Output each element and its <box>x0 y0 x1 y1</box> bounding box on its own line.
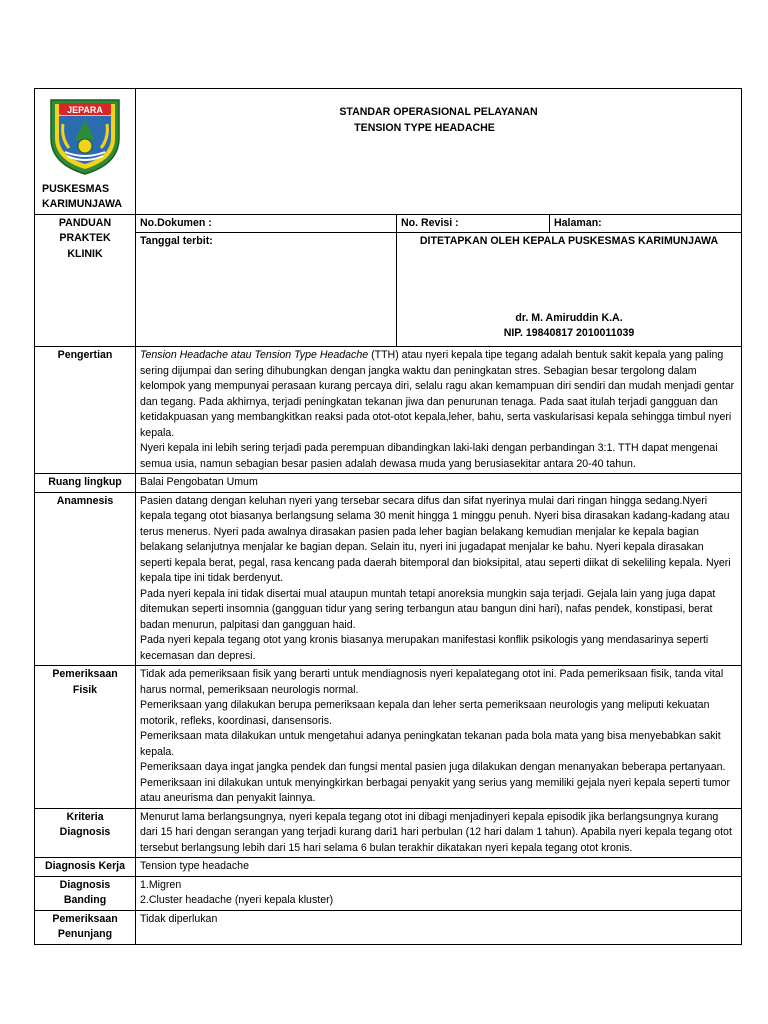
pengertian-term: Tension Headache atau Tension Type Headache <box>140 349 369 361</box>
pemeriksaan-fisik-paragraph-2: Pemeriksaan yang dilakukan berupa pemeriksaan kepala dan leher serta pemeriksaan neurologis yang meliputi kekuatan motorik, refleks, koordinasi, dansensoris. <box>140 699 710 727</box>
jepara-shield-logo <box>45 94 125 176</box>
pemeriksaan-penunjang-row <box>35 910 742 944</box>
diagnosis-banding-label <box>35 876 136 910</box>
doc-title-line2: TENSION TYPE HEADACHE <box>354 121 495 134</box>
signer-name: dr. M. Amiruddin K.A. <box>515 311 623 324</box>
signature-cell <box>397 233 742 347</box>
panduan-line3: KLINIK <box>67 247 103 260</box>
sop-document <box>34 88 741 945</box>
diagnosis-banding-content <box>136 876 742 910</box>
sop-table <box>34 88 742 945</box>
title-cell <box>136 89 742 215</box>
kriteria-diagnosis-content: Menurut lama berlangsungnya, nyeri kepala tegang otot ini dibagi menjadinyeri kepala episodik jika berlangsungnya kurang dari 15 hari dengan serangan yang terjadi kurang dari1 hari perbulan (12 hari dalam 1 tahun). Apabila nyeri kepala tegang otot tersebut berlangsung lebih dari 15 hari selama 6 bulan terakhir dikatakan nyeri kepala tegang otot kronis. <box>136 808 742 858</box>
tanggal-terbit-cell: Tanggal terbit: <box>136 233 397 347</box>
header-row <box>35 89 742 215</box>
pengertian-definition: (TTH) atau nyeri kepala tipe tegang adalah bentuk sakit kepala yang paling sering dijumpai dan sering dihubungkan dengan jangka waktu dan peningkatan stres. Sebagian besar tergolong dalam kelompok yang mempunyai perasaan kurang percaya diri, selalu ragu akan kemampuan diri sendiri dan mudah menjadi gentar dan tegang. Pada akhirnya, terjadi peningkatan tekanan jiwa dan penurunan tenaga. Pada saat itulah terjadi gangguan dan ketidakpuasan yang membangkitkan reaksi pada otot-otot kepala,leher, bahu, serta vaskularisasi kepala sehingga timbul nyeri kepala. <box>140 349 735 439</box>
pemeriksaan-penunjang-content: Tidak diperlukan <box>136 910 742 944</box>
penunjang-label-line1: Pemeriksaan <box>52 912 118 925</box>
anamnesis-paragraph-3: Pada nyeri kepala tegang otot yang kronis biasanya merupakan manifestasi konflik psikologis yang mendasarinya seperti kecemasan dan depresi. <box>140 634 709 662</box>
pemeriksaan-fisik-paragraph-1: Tidak ada pemeriksaan fisik yang berarti untuk mendiagnosis nyeri kepalategang otot ini. Pada pemeriksaan fisik, tanda vital harus normal, pemeriksaan neurologis normal. <box>140 668 724 696</box>
halaman-cell: Halaman: <box>550 214 742 233</box>
pengertian-paragraph-1 <box>140 348 737 441</box>
pengertian-paragraph-2: Nyeri kepala ini lebih sering terjadi pada perempuan dibandingkan laki-laki dengan perbandingan 3:1. TTH dapat mengenai semua usia, namun sebagian besar pasien adalah dewasa muda yang berusiasekitar antara 20-40 tahun. <box>140 442 718 470</box>
panduan-line2: PRAKTEK <box>59 232 111 244</box>
pemeriksaan-fisik-row <box>35 666 742 809</box>
ruang-lingkup-content: Balai Pengobatan Umum <box>136 474 742 493</box>
pemeriksaan-fisik-content <box>136 666 742 809</box>
kriteria-diagnosis-row <box>35 808 742 858</box>
anamnesis-paragraph-2: Pada nyeri kepala ini tidak disertai mual ataupun muntah tetapi anoreksia mungkin saja terjadi. Gejala lain yang juga dapat ditemukan seperti insomnia (gangguan tidur yang sering terbangun atau bangun dini hari), nafas pendek, konstipasi, berat badan menurun, palpitasi dan gangguan haid. <box>140 587 716 631</box>
signer-nip: NIP. 19840817 2010011039 <box>503 327 635 339</box>
anamnesis-row <box>35 492 742 666</box>
anamnesis-paragraph-1: Pasien datang dengan keluhan nyeri yang tersebar secara difus dan sifat nyerinya mulai dari ringan hingga sedang.Nyeri kepala tegang otot biasanya berlangsung selama 30 menit hingga 1 minggu penuh. Nyeri bisa dirasakan kadang-kadang atau terus menerus. Nyeri pada awalnya dirasakan pasien pada leher bagian belakang kemudian menjalar ke kepala bagian belakang selanjutnya menjalar ke bagian depan. Selain itu, nyeri ini jugadapat menjalar ke bahu. Nyeri kepala dirasakan seperti kepala berat, pegal, rasa kencang pada daerah bitemporal dan bioksipital, atau seperti diikat di sekeliling kepala. Nyeri kepala tipe ini tidak berdenyut. <box>140 494 731 584</box>
org-name-line2: KARIMUNJAWA <box>42 198 123 210</box>
pemeriksaan-fisik-paragraph-3: Pemeriksaan mata dilakukan untuk mengetahui adanya peningkatan tekanan pada bola mata yang bisa menyebabkan sakit kepala. <box>140 730 721 758</box>
doc-title-line1: STANDAR OPERASIONAL PELAYANAN <box>339 106 538 118</box>
logo-text: JEPARA <box>67 105 103 115</box>
pemeriksaan-penunjang-label <box>35 910 136 944</box>
panduan-label-cell <box>35 214 136 347</box>
diagnosis-banding-label-line1: Diagnosis <box>59 878 111 891</box>
diagnosis-banding-label-line2: Banding <box>63 894 107 906</box>
diagnosis-kerja-content: Tension type headache <box>136 858 742 877</box>
pemeriksaan-fisik-label <box>35 666 136 809</box>
pemeriksaan-fisik-label-line2: Fisik <box>72 683 98 696</box>
ruang-lingkup-label: Ruang lingkup <box>35 474 136 493</box>
tanggal-row <box>35 233 742 347</box>
penunjang-label-line2: Penunjang <box>57 928 113 940</box>
pengertian-row <box>35 347 742 474</box>
ditetapkan-text: DITETAPKAN OLEH KEPALA PUSKESMAS KARIMUNJAWA <box>419 235 719 247</box>
ruang-lingkup-row <box>35 474 742 493</box>
anamnesis-content <box>136 492 742 666</box>
diagnosis-banding-row <box>35 876 742 910</box>
diagnosis-banding-item-2: 2.Cluster headache (nyeri kepala kluster) <box>140 894 334 906</box>
anamnesis-label: Anamnesis <box>35 492 136 666</box>
org-name-line1: PUSKESMAS <box>42 182 110 195</box>
kriteria-diagnosis-label <box>35 808 136 858</box>
no-dokumen-cell: No.Dokumen : <box>136 214 397 233</box>
pengertian-label: Pengertian <box>35 347 136 474</box>
diagnosis-banding-item-1: 1.Migren <box>140 878 182 891</box>
panduan-line1: PANDUAN <box>58 216 112 229</box>
kriteria-label-line1: Kriteria <box>66 810 104 823</box>
pemeriksaan-fisik-label-line1: Pemeriksaan <box>52 668 118 680</box>
pemeriksaan-fisik-paragraph-4: Pemeriksaan daya ingat jangka pendek dan fungsi mental pasien juga dilakukan dengan menanyakan beberapa pertanyaan. Pemeriksaan ini dilakukan untuk menyingkirkan berbagai penyakit yang serius yang memiliki gejala nyeri kepala seperti tumor atau aneurisma dan penyakit lainnya. <box>140 761 731 804</box>
logo-cell <box>35 89 136 215</box>
diagnosis-kerja-row <box>35 858 742 877</box>
doc-number-row <box>35 214 742 233</box>
kriteria-label-line2: Diagnosis <box>59 826 111 838</box>
diagnosis-kerja-label: Diagnosis Kerja <box>35 858 136 877</box>
no-revisi-cell: No. Revisi : <box>397 214 550 233</box>
pengertian-content <box>136 347 742 474</box>
